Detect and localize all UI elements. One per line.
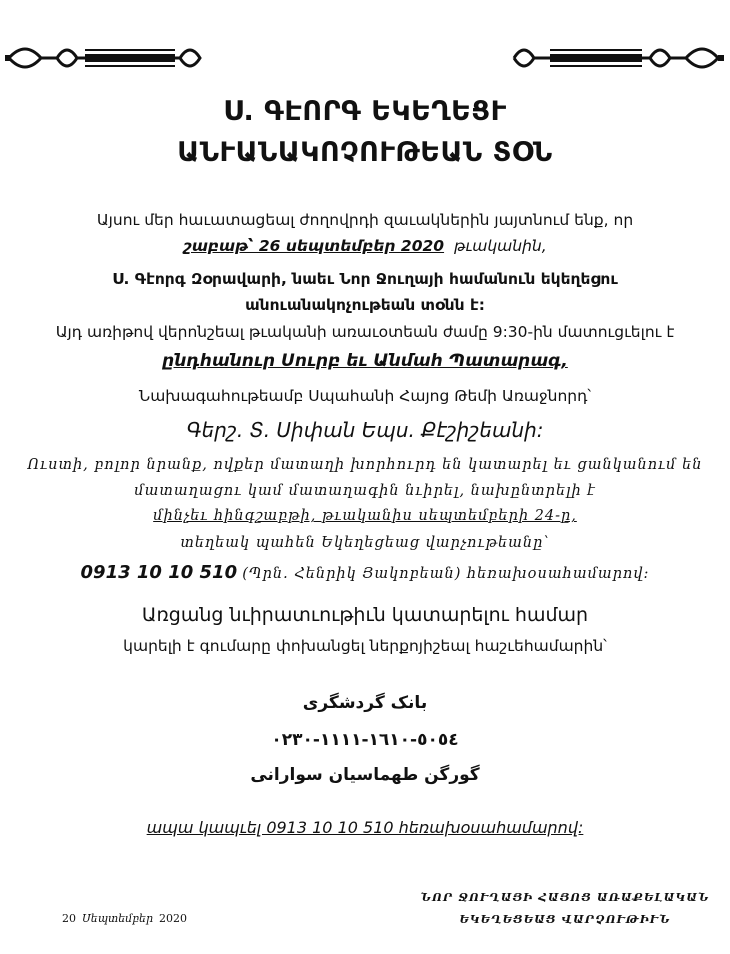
body-line-2 <box>0 237 730 255</box>
body-line-1: Այսու մեր հաւատացեալ ժողովրդի զաւակներին յայտնում ենք, որ <box>96 211 634 229</box>
body-line-3: Ս. Գէորգ Զօրավարի, նաեւ Նոր Ջուղայի համանուն եկեղեցու <box>112 270 618 288</box>
page-title-line-2: ԱՆՒԱՆԱԿՈՉՈՒԹԵԱՆ ՏՕՆ <box>177 137 553 168</box>
donation-subtext: կարելի է գումարը փոխանցել ներքոյիշեալ հաշւեհամարին՝ <box>123 637 607 655</box>
presidency-line: Նախագահութեամբ Սպահանի Հայոց Թեմի Առաջնորդ՝ <box>138 387 592 405</box>
page-title-line-1: Ս. ԳԷՈՐԳ ԵԿԵՂԵՑՒ <box>223 96 507 127</box>
body-line-5: Այդ առիթով վերոնշեալ թւականի առաւօտեան ժամը 9:30-ին մատուցւելու է <box>55 323 675 341</box>
contact-phone: 0913 10 10 510 <box>80 562 238 583</box>
body-line-4: անուանակոչութեան տօնն է: <box>245 296 485 314</box>
bank-name: بانک گردشگری <box>302 693 428 713</box>
footer-org-line-2: ԵԿԵՂԵՑԵԱՑ ՎԱՐՉՈՒԹԻՒՆ <box>459 912 671 926</box>
contact-line <box>0 562 730 583</box>
event-date: շաբաթ՝ 26 սեպտեմբեր 2020 <box>183 237 445 255</box>
account-holder: گورگن طهماسیان سوارانی <box>250 765 480 785</box>
deadline-text: մինչեւ հինգշաբթի, թւականիս սեպտեմբերի 24-ը, <box>153 508 577 524</box>
bishop-name: Գերշ. Տ. Սիփան Եպս. Քէշիշեանի: <box>186 418 544 442</box>
body-line-11 <box>0 508 730 524</box>
donation-heading: Առցանց նւիրատւութիւն կատարելու համար <box>141 604 589 626</box>
footer-org-line-1: ՆՈՐ ՋՈՒՂԱՅԻ ՀԱՅՈՑ ԱՌԱՔԵԼԱԿԱՆ <box>420 890 710 904</box>
body-line-12: տեղեակ պահեն Եկեղեցեաց վարչութեանը՝ <box>180 535 550 551</box>
event-date-suffix: թւականին, <box>454 237 547 255</box>
after-transfer-contact: ապա կապւել 0913 10 10 510 հեռախօսահամարով: <box>146 818 584 837</box>
ornament-left-icon <box>5 34 220 82</box>
ornament-right-icon <box>510 34 725 82</box>
footer-date-month: Սեպտեմբեր <box>82 912 154 925</box>
footer-date <box>62 912 187 925</box>
bank-account-number: ٥٠٥٤-١٦١٠-١١١١-٠٢٣٠ <box>271 730 459 750</box>
body-line-10: մատաղացու կամ մատաղագին նւիրել, նախընտրելի է <box>134 483 596 499</box>
body-line-9: Ուստի, բոլոր նրանք, ովքեր մատաղի խորհուրդ են կատարել եւ ցանկանում են <box>27 457 703 473</box>
contact-rest: (Պրն. Հենրիկ Յակոբեան) հեռախօսահամարով: <box>242 566 650 582</box>
footer-date-day: 20 <box>62 912 76 925</box>
footer-date-year: 2020 <box>159 912 188 925</box>
liturgy-line: ընդհանուր Սուրբ եւ Անմահ Պատարագ, <box>162 351 568 371</box>
